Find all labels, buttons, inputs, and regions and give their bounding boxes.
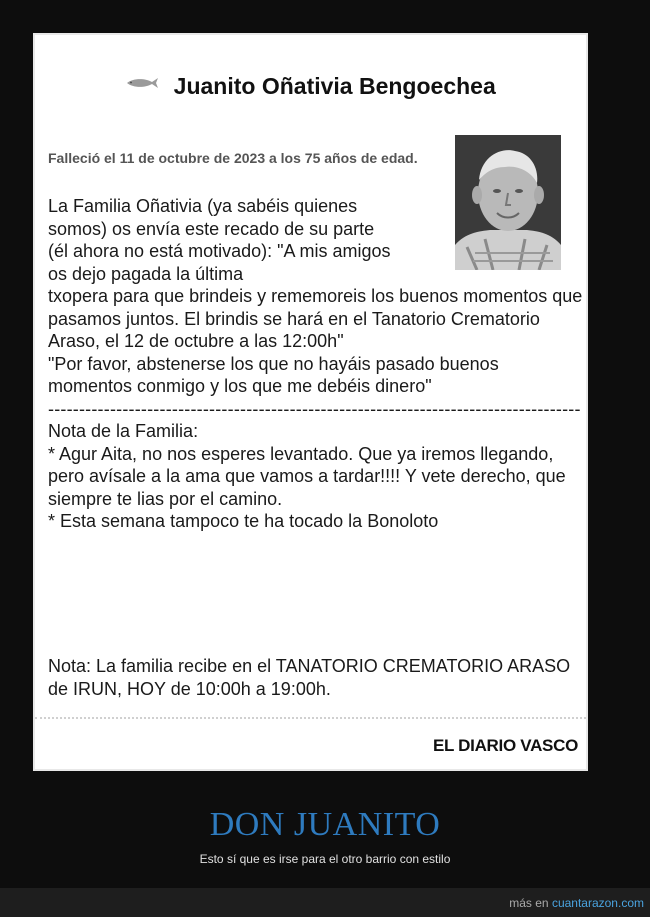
footer-prefix: más en — [509, 896, 549, 910]
dashed-separator: -------------------------------------------------------------------------------------- — [48, 398, 581, 419]
caption-subtitle: Esto sí que es irse para el otro barrio con estilo — [199, 852, 451, 866]
family-note-line-1: * Agur Aita, no nos esperes levantado. Que ya iremos llegando, pero avísale a la ama que vamos a tardar!!!! Y vete derecho, que siempre te lias por el camino. — [48, 443, 566, 509]
deceased-name: Juanito Oñativia Bengoechea — [173, 73, 496, 99]
family-message-intro: La Familia Oñativia (ya sabéis quienes somos) os envía este recado de su parte (él ahora no está motivado): "A mis amigos os dejo pagada la última — [48, 196, 391, 284]
family-message-request: "Por favor, abstenerse los que no hayáis pasado buenos momentos conmigo y los que me debéis dinero" — [48, 353, 499, 396]
fish-icon — [125, 76, 159, 94]
caption-title: DON JUANITO — [209, 806, 441, 843]
footer-text — [509, 896, 644, 910]
family-note-line-2: * Esta semana tampoco te ha tocado la Bonoloto — [48, 511, 439, 531]
footer-site-link[interactable]: cuantarazon.com — [551, 896, 644, 910]
family-message-continued: txopera para que brindeis y rememoreis los buenos momentos que pasamos juntos. El brindis se hará en el Tanatorio Crematorio Araso, el 12 de octubre a las 12:00h" — [48, 286, 583, 351]
dotted-divider — [35, 717, 586, 719]
death-note: Falleció el 11 de octubre de 2023 a los 75 años de edad. — [48, 150, 418, 166]
publisher-logo: EL DIARIO VASCO — [432, 736, 578, 755]
final-note: Nota: La familia recibe en el TANATORIO CREMATORIO ARASO de IRUN, HOY de 10:00h a 19:00h. — [48, 656, 571, 699]
family-note-heading: Nota de la Familia: — [48, 421, 199, 441]
obituary-body — [48, 195, 583, 533]
obituary-header — [35, 73, 586, 100]
footer-bar — [0, 888, 650, 917]
obituary-card — [33, 33, 588, 771]
